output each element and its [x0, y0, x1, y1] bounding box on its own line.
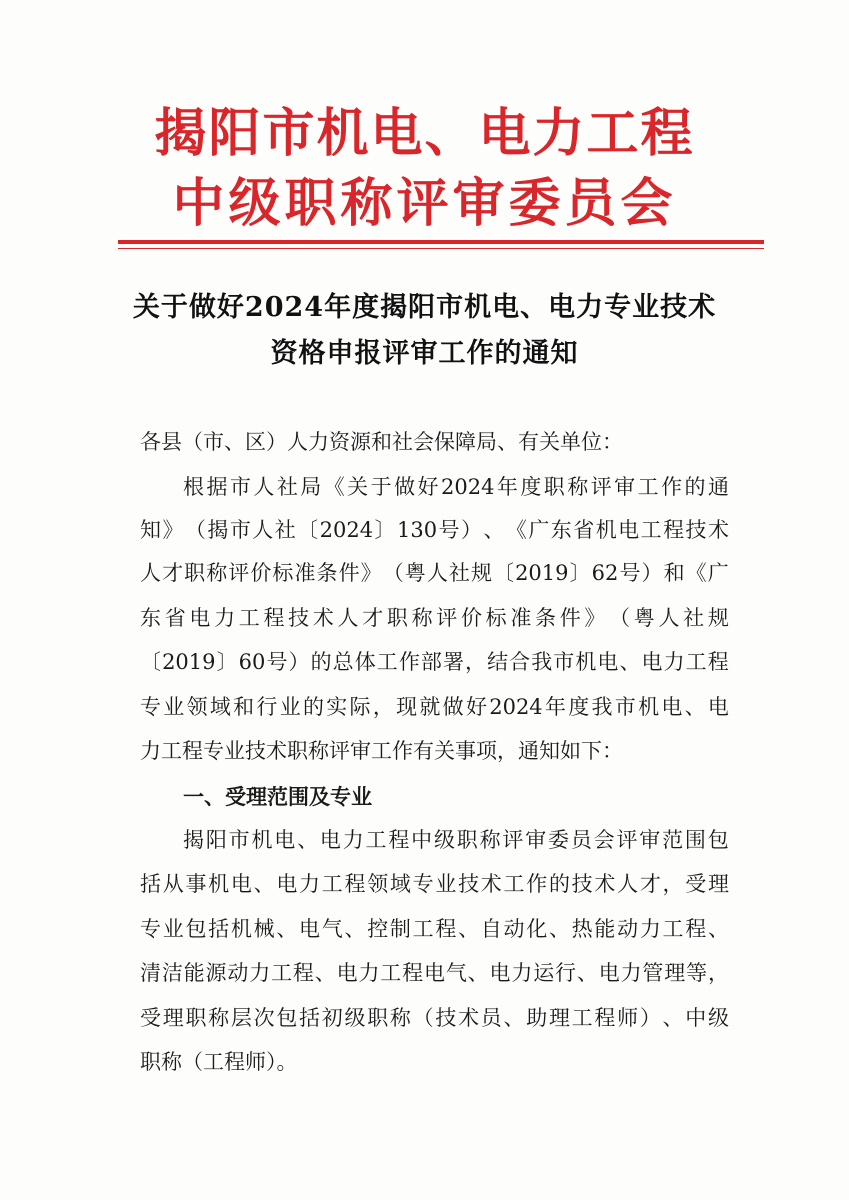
- paragraph1-line-7: 力工程专业技术职称评审工作有关事项，通知如下：: [140, 739, 623, 763]
- paragraph1-line-6: 专 业 领 域 和 行 业 的 实 际 ， 现 就 做 好 2024 年 度 我 市 机 电 、 电: [140, 695, 729, 719]
- section1-line-4: 清 洁 能 源 动 力 工 程 、 电 力 工 程 电 气 、 电 力 运 行 、 电 力 管 理 等 ，: [140, 961, 729, 985]
- paragraph1-line-3: 人 才 职 称 评 价 标 准 条 件 》 （ 粤 人 社 规 〔 2019 〕 62 号 ） 和 《 广: [140, 561, 729, 585]
- masthead-line-2: 中级职称评审委员会: [172, 173, 677, 234]
- document-title-line-2: 资格申报评审工作的通知: [270, 338, 579, 369]
- paragraph1-line-2: 知 》 （ 揭 市 人 社 〔 2024 〕 130 号 ） 、 《 广 东 省 机 电 工 程 技 术: [140, 518, 729, 542]
- document-title-line-1: 关于做好2024年度揭阳市机电、电力专业技术: [132, 292, 717, 323]
- salutation: 各县（市、区）人力资源和社会保障局、有关单位：: [140, 430, 623, 454]
- section1-line-6: 职称（工程师）。: [140, 1050, 298, 1074]
- section1-line-5: 受 理 职 称 层 次 包 括 初 级 职 称 （ 技 术 员 、 助 理 工 程 师 ） 、 中 级: [140, 1006, 729, 1030]
- masthead-red-rule-thick: [118, 240, 764, 244]
- paragraph1-line-1: 根 据 市 人 社 局 《 关 于 做 好 2024 年 度 职 称 评 审 工 作 的 通: [183, 475, 729, 499]
- section1-heading: 一、受理范围及专业: [183, 784, 372, 809]
- paragraph1-line-5: 〔 2019 〕 60 号 ） 的 总 体 工 作 部 署 ， 结 合 我 市 机 电 、 电 力 工 程: [140, 650, 729, 674]
- section1-line-2: 括 从 事 机 电 、 电 力 工 程 领 域 专 业 技 术 工 作 的 技 术 人 才 ， 受 理: [140, 872, 729, 896]
- masthead-line-1: 揭阳市机电、电力工程: [154, 103, 695, 164]
- section1-line-3: 专 业 包 括 机 械 、 电 气 、 控 制 工 程 、 自 动 化 、 热 能 动 力 工 程 、: [140, 917, 729, 941]
- paragraph1-line-4: 东 省 电 力 工 程 技 术 人 才 职 称 评 价 标 准 条 件 》 （ 粤 人 社 规: [140, 606, 729, 630]
- section1-line-1: 揭 阳 市 机 电 、 电 力 工 程 中 级 职 称 评 审 委 员 会 评 审 范 围 包: [183, 828, 729, 852]
- masthead-red-rule-thin: [118, 248, 764, 249]
